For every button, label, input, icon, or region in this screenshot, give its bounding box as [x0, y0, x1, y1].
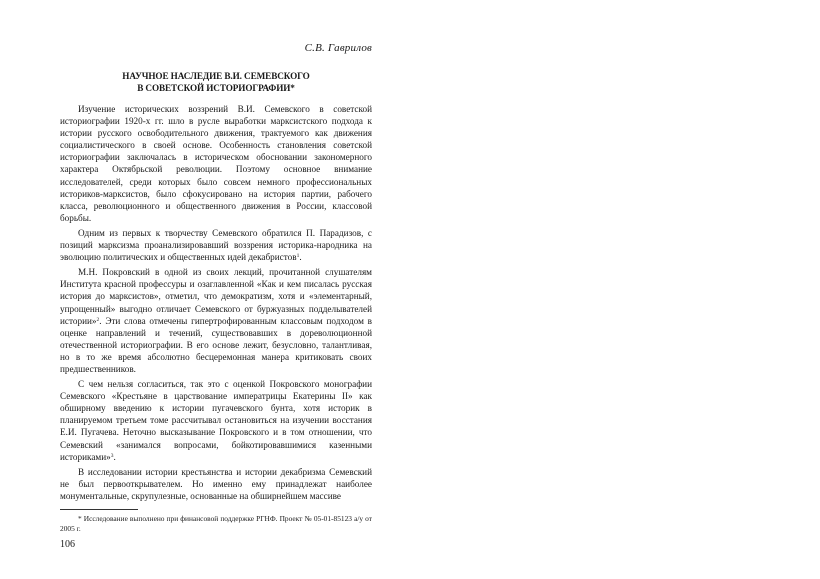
- article-body: [60, 103, 372, 505]
- paragraph-1-text: Изучение исторических воззрений В.И. Семевского в советской историографии 1920-х гг. шло в русле выработки марксистского подхода к истории русского освободительного движения, трактуемого как движения социалистического в своей основе. Особенность становления советской историографии заключалась в историческом обосновании закономерного характера Октябрьской революции. Поэтому основное внимание исследователей, среди которых было совсем немного профессиональных историков-марксистов, было сфокусировано на история партии, рабочего класса, революционного и общественного движения в России, классовой борьбы.: [60, 104, 372, 223]
- page-number: 106: [60, 539, 75, 550]
- paragraph-5: [60, 466, 372, 502]
- paragraph-2-text: Одним из первых к творчеству Семевского обратился П. Парадизов, с позиций марксизма проанализировавший воззрения историка-народника на эволюцию политических и общественных идей декабристов: [60, 227, 372, 263]
- footnote-ref-3: 3: [110, 452, 114, 459]
- paragraph-4-text: С чем нельзя согласиться, так это с оценкой Покровского монографии Семевского «Крестьяне в царствование императрицы Екатерины II» как обширному введению к истории пугачевского бунта, хотя историк в планируемом третьем томе рассчитывал остановиться на изучении восстания Е.И. Пугачева. Неточно высказывание Покровского и в том отношении, что Семевский «занимался вопросами, бойкотировавшимися казенными историками»: [60, 379, 372, 462]
- footnote-divider: [60, 509, 138, 510]
- article-title-line-1: НАУЧНОЕ НАСЛЕДИЕ В.И. СЕМЕВСКОГО: [122, 71, 310, 81]
- paragraph-3: [60, 266, 372, 375]
- running-head-author: С.В. Гаврилов: [304, 42, 372, 54]
- book-page: [60, 0, 372, 579]
- paragraph-4: [60, 378, 372, 463]
- paragraph-2-tail: .: [299, 252, 302, 263]
- paragraph-2: [60, 227, 372, 263]
- paragraph-5-text: В исследовании истории крестьянства и истории декабризма Семевский не был первооткрывателем. Но именно ему принадлежат наиболее монументальные, скрупулезные, основанные на обширнейшем массиве: [60, 466, 372, 501]
- paragraph-1: [60, 103, 372, 224]
- paragraph-4-tail: .: [113, 451, 116, 462]
- footnote: * Исследование выполнено при финансовой поддержке РГНФ. Проект № 05-01-85123 а/у от 2005 г.: [60, 514, 372, 533]
- article-title-line-2: В СОВЕТСКОЙ ИСТОРИОГРАФИИ*: [137, 83, 295, 93]
- paragraph-3-text: М.Н. Покровский в одной из своих лекций, прочитанной слушателям Института красной профессуры и озаглавленной «Как и кем писалась русская история до марксистов», отметил, что демократизм, хотя и «элементарный, упрощенный» выгодно отличает Семевского от буржуазных подделывателей истории»: [60, 267, 372, 326]
- footnote-ref-1: 1: [296, 253, 300, 260]
- footnote-ref-2: 2: [96, 316, 100, 323]
- paragraph-3-tail: . Эти слова отмечены гипертрофированным классовым подходом в оценке направлений и течений, существовавших в дореволюционной отечественной историографии. В его основе лежит, безусловно, талантливая, но в то же время абсолютно бесцеремонная манера критиковать своих предшественников.: [60, 315, 372, 374]
